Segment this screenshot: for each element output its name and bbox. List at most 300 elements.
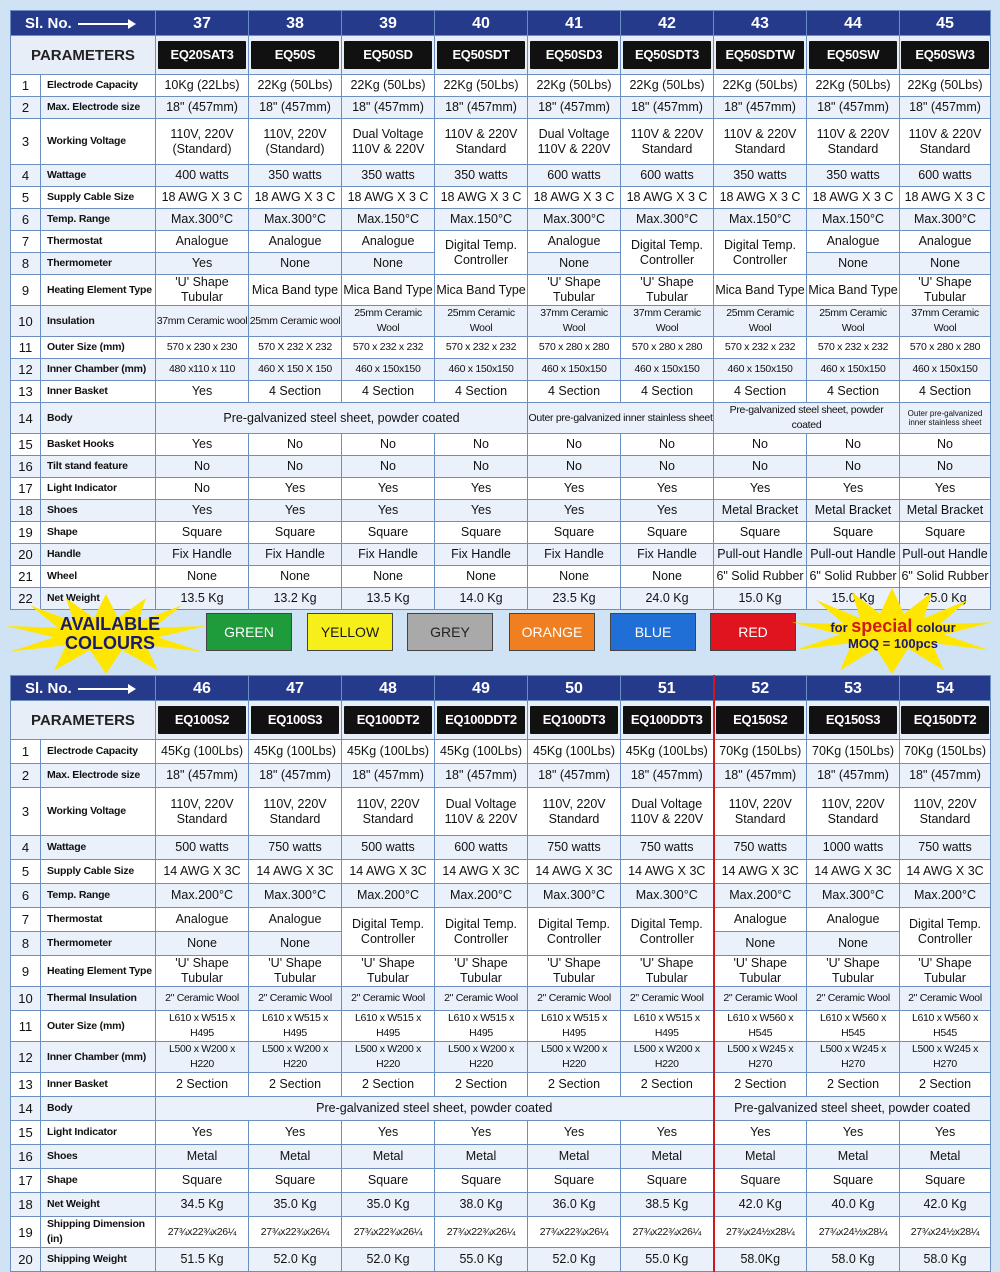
colour-swatch-yellow xyxy=(307,613,393,651)
value-cell: 110V, 220V Standard xyxy=(528,788,621,836)
value-cell: 750 watts xyxy=(528,836,621,860)
value-cell: 27¾x22¾x26¼ xyxy=(435,1217,528,1248)
row-number: 5 xyxy=(11,860,41,884)
value-cell: Digital Temp. Controller xyxy=(621,908,714,956)
value-cell: Yes xyxy=(156,1121,249,1145)
value-cell: Square xyxy=(435,1169,528,1193)
value-cell: 'U' Shape Tubular xyxy=(528,956,621,987)
value-cell: L610 x W560 x H545 xyxy=(900,1011,991,1042)
value-cell: None xyxy=(807,253,900,275)
value-cell: Metal xyxy=(528,1145,621,1169)
value-cell: Square xyxy=(528,522,621,544)
value-cell: Analogue xyxy=(342,231,435,253)
row-number: 8 xyxy=(11,932,41,956)
parameter-name: Body xyxy=(41,403,156,434)
serial-number: 44 xyxy=(807,11,900,36)
value-cell: Square xyxy=(900,522,991,544)
value-cell: L500 x W245 x H270 xyxy=(807,1042,900,1073)
value-cell: No xyxy=(435,456,528,478)
value-cell: Analogue xyxy=(900,231,991,253)
model-cell xyxy=(900,36,991,75)
value-cell: 600 watts xyxy=(621,165,714,187)
value-cell: Square xyxy=(714,522,807,544)
value-cell: L500 x W200 x H220 xyxy=(621,1042,714,1073)
value-cell: Square xyxy=(621,522,714,544)
table-row xyxy=(11,434,991,456)
value-cell: 570 x 280 x 280 xyxy=(528,337,621,359)
parameter-name: Shipping Dimension (in) xyxy=(41,1217,156,1248)
value-cell: L610 x W515 x H495 xyxy=(249,1011,342,1042)
serial-number: 53 xyxy=(807,676,900,701)
value-cell: 18 AWG X 3 C xyxy=(714,187,807,209)
value-cell: 'U' Shape Tubular xyxy=(621,956,714,987)
available-colours-line2: COLOURS xyxy=(65,633,155,653)
serial-number: 54 xyxy=(900,676,991,701)
table-row xyxy=(11,836,991,860)
serial-number: 41 xyxy=(528,11,621,36)
value-cell: Max.200°C xyxy=(156,884,249,908)
parameter-name: Supply Cable Size xyxy=(41,860,156,884)
body-cell: Pre-galvanized steel sheet, powder coated xyxy=(156,1097,714,1121)
row-number: 17 xyxy=(11,478,41,500)
row-number: 4 xyxy=(11,165,41,187)
value-cell: Yes xyxy=(435,478,528,500)
serial-number: 51 xyxy=(621,676,714,701)
value-cell: None xyxy=(249,253,342,275)
row-number: 20 xyxy=(11,1248,41,1272)
value-cell: Metal xyxy=(435,1145,528,1169)
serial-number: 46 xyxy=(156,676,249,701)
spec-table-2 xyxy=(10,675,991,1272)
serial-number: 43 xyxy=(714,11,807,36)
value-cell: 51.5 Kg xyxy=(156,1248,249,1272)
row-number: 3 xyxy=(11,788,41,836)
value-cell: 45Kg (100Lbs) xyxy=(528,740,621,764)
value-cell: 2 Section xyxy=(900,1073,991,1097)
value-cell: Max.300°C xyxy=(621,884,714,908)
value-cell: 18" (457mm) xyxy=(435,97,528,119)
value-cell: 18 AWG X 3 C xyxy=(156,187,249,209)
body-cell: Outer pre-galvanized inner stainless sheet xyxy=(528,403,714,434)
model-badge: EQ100DDT2 xyxy=(437,706,525,734)
value-cell: Max.150°C xyxy=(807,209,900,231)
value-cell: Yes xyxy=(342,478,435,500)
value-cell: 570 x 232 x 232 xyxy=(435,337,528,359)
table-row xyxy=(11,1248,991,1272)
model-cell xyxy=(714,701,807,740)
parameter-name: Body xyxy=(41,1097,156,1121)
value-cell: Max.300°C xyxy=(900,209,991,231)
value-cell: 13.5 Kg xyxy=(342,588,435,610)
value-cell: 22Kg (50Lbs) xyxy=(435,75,528,97)
table-row xyxy=(11,209,991,231)
table-row xyxy=(11,75,991,97)
parameter-name: Working Voltage xyxy=(41,119,156,165)
value-cell: 'U' Shape Tubular xyxy=(528,275,621,306)
value-cell: 18" (457mm) xyxy=(249,97,342,119)
value-cell: None xyxy=(342,566,435,588)
value-cell: Digital Temp. Controller xyxy=(714,231,807,275)
parameter-name: Max. Electrode size xyxy=(41,97,156,119)
parameter-name: Tilt stand feature xyxy=(41,456,156,478)
value-cell: Digital Temp. Controller xyxy=(621,231,714,275)
parameter-name: Net Weight xyxy=(41,588,156,610)
value-cell: 110V & 220V Standard xyxy=(714,119,807,165)
colour-swatch-grey xyxy=(407,613,493,651)
model-badge: EQ50S xyxy=(251,41,339,69)
row-number: 16 xyxy=(11,1145,41,1169)
row-number: 7 xyxy=(11,231,41,253)
row-number: 19 xyxy=(11,1217,41,1248)
model-cell xyxy=(714,36,807,75)
value-cell: 6" Solid Rubber xyxy=(900,566,991,588)
value-cell: No xyxy=(249,456,342,478)
value-cell: Max.200°C xyxy=(435,884,528,908)
parameter-name: Thermometer xyxy=(41,253,156,275)
body-cell: Outer pre-galvanized inner stainless sheet xyxy=(900,403,991,434)
value-cell: 27¾x22¾x26¼ xyxy=(528,1217,621,1248)
value-cell: 480 x110 x 110 xyxy=(156,359,249,381)
value-cell: Yes xyxy=(807,1121,900,1145)
value-cell: Yes xyxy=(249,478,342,500)
value-cell: None xyxy=(156,932,249,956)
model-cell xyxy=(621,36,714,75)
value-cell: Square xyxy=(621,1169,714,1193)
row-number: 14 xyxy=(11,1097,41,1121)
value-cell: 18" (457mm) xyxy=(342,97,435,119)
value-cell: L500 x W200 x H220 xyxy=(342,1042,435,1073)
value-cell: No xyxy=(156,456,249,478)
value-cell: Metal xyxy=(900,1145,991,1169)
parameter-name: Temp. Range xyxy=(41,209,156,231)
parameter-name: Inner Basket xyxy=(41,1073,156,1097)
value-cell: 350 watts xyxy=(342,165,435,187)
value-cell: 2" Ceramic Wool xyxy=(249,987,342,1011)
value-cell: 45Kg (100Lbs) xyxy=(342,740,435,764)
value-cell: 400 watts xyxy=(156,165,249,187)
serial-number: 49 xyxy=(435,676,528,701)
table-row xyxy=(11,275,991,306)
value-cell: 14 AWG X 3C xyxy=(249,860,342,884)
model-cell xyxy=(156,36,249,75)
value-cell: 460 x 150x150 xyxy=(342,359,435,381)
row-number: 12 xyxy=(11,1042,41,1073)
value-cell: Square xyxy=(156,1169,249,1193)
value-cell: 2" Ceramic Wool xyxy=(342,987,435,1011)
value-cell: 570 x 230 x 230 xyxy=(156,337,249,359)
value-cell: 25mm Ceramic wool xyxy=(249,306,342,337)
value-cell: Analogue xyxy=(156,231,249,253)
row-number: 10 xyxy=(11,987,41,1011)
value-cell: 1000 watts xyxy=(807,836,900,860)
value-cell: 'U' Shape Tubular xyxy=(156,956,249,987)
special-word-text: special xyxy=(851,616,913,636)
row-number: 10 xyxy=(11,306,41,337)
row-number: 22 xyxy=(11,588,41,610)
table-row xyxy=(11,544,991,566)
value-cell: 750 watts xyxy=(249,836,342,860)
sl-no-row xyxy=(11,11,991,36)
value-cell: Metal xyxy=(714,1145,807,1169)
value-cell: 110V, 220V Standard xyxy=(714,788,807,836)
value-cell: 22Kg (50Lbs) xyxy=(900,75,991,97)
row-number: 17 xyxy=(11,1169,41,1193)
row-number: 12 xyxy=(11,359,41,381)
model-cell xyxy=(435,701,528,740)
value-cell: Max.300°C xyxy=(249,884,342,908)
value-cell: 350 watts xyxy=(435,165,528,187)
parameter-name: Thermostat xyxy=(41,231,156,253)
value-cell: Analogue xyxy=(714,908,807,932)
table-row xyxy=(11,1193,991,1217)
parameter-name: Supply Cable Size xyxy=(41,187,156,209)
value-cell: 570 x 232 x 232 xyxy=(807,337,900,359)
value-cell: No xyxy=(714,456,807,478)
value-cell: 14 AWG X 3C xyxy=(435,860,528,884)
value-cell: Yes xyxy=(156,434,249,456)
value-cell: 18 AWG X 3 C xyxy=(249,187,342,209)
value-cell: 'U' Shape Tubular xyxy=(714,956,807,987)
table-row xyxy=(11,522,991,544)
value-cell: No xyxy=(621,434,714,456)
value-cell: None xyxy=(621,566,714,588)
parameter-name: Heating Element Type xyxy=(41,275,156,306)
table-row xyxy=(11,381,991,403)
value-cell: 18 AWG X 3 C xyxy=(435,187,528,209)
value-cell: None xyxy=(900,253,991,275)
model-badge: EQ20SAT3 xyxy=(158,41,246,69)
value-cell: No xyxy=(621,456,714,478)
table-row xyxy=(11,231,991,253)
value-cell: Metal Bracket xyxy=(900,500,991,522)
value-cell: No xyxy=(435,434,528,456)
row-number: 13 xyxy=(11,381,41,403)
colour-swatch-blue xyxy=(610,613,696,651)
value-cell: Digital Temp. Controller xyxy=(435,908,528,956)
value-cell: 18" (457mm) xyxy=(156,764,249,788)
value-cell: 27¾x22¾x26¼ xyxy=(342,1217,435,1248)
table-row xyxy=(11,908,991,932)
value-cell: No xyxy=(249,434,342,456)
row-number: 5 xyxy=(11,187,41,209)
parameter-name: Heating Element Type xyxy=(41,956,156,987)
parameter-name: Electrode Capacity xyxy=(41,75,156,97)
value-cell: 35.0 Kg xyxy=(342,1193,435,1217)
serial-number: 40 xyxy=(435,11,528,36)
value-cell: Square xyxy=(342,522,435,544)
value-cell: 27¾x24½x28¼ xyxy=(807,1217,900,1248)
value-cell: L610 x W515 x H495 xyxy=(621,1011,714,1042)
value-cell: L610 x W515 x H495 xyxy=(435,1011,528,1042)
value-cell: Max.300°C xyxy=(528,209,621,231)
model-badge: EQ50SDT xyxy=(437,41,525,69)
parameter-name: Wattage xyxy=(41,165,156,187)
value-cell: 45Kg (100Lbs) xyxy=(435,740,528,764)
value-cell: 2" Ceramic Wool xyxy=(900,987,991,1011)
table-row xyxy=(11,1121,991,1145)
model-badge: EQ50SD3 xyxy=(530,41,618,69)
parameters-label: PARAMETERS xyxy=(11,36,156,75)
value-cell: 18" (457mm) xyxy=(621,764,714,788)
value-cell: 14 AWG X 3C xyxy=(900,860,991,884)
value-cell: Max.300°C xyxy=(249,209,342,231)
value-cell: Max.300°C xyxy=(621,209,714,231)
value-cell: 110V, 220V Standard xyxy=(249,788,342,836)
model-cell xyxy=(435,36,528,75)
value-cell: 22Kg (50Lbs) xyxy=(528,75,621,97)
value-cell: 'U' Shape Tubular xyxy=(249,956,342,987)
model-cell xyxy=(156,701,249,740)
row-number: 11 xyxy=(11,337,41,359)
colour-swatch-green xyxy=(206,613,292,651)
value-cell: L500 x W200 x H220 xyxy=(249,1042,342,1073)
body-cell: Pre-galvanized steel sheet, powder coated xyxy=(714,1097,991,1121)
value-cell: Yes xyxy=(156,381,249,403)
sl-no-text: Sl. No. xyxy=(25,679,72,697)
value-cell: 570 x 280 x 280 xyxy=(621,337,714,359)
value-cell: Dual Voltage 110V & 220V xyxy=(621,788,714,836)
value-cell: Max.150°C xyxy=(342,209,435,231)
value-cell: Metal xyxy=(342,1145,435,1169)
value-cell: 2 Section xyxy=(249,1073,342,1097)
value-cell: Metal xyxy=(807,1145,900,1169)
value-cell: Analogue xyxy=(528,231,621,253)
value-cell: None xyxy=(528,566,621,588)
value-cell: No xyxy=(807,456,900,478)
value-cell: 460 x 150x150 xyxy=(714,359,807,381)
value-cell: 18" (457mm) xyxy=(900,97,991,119)
value-cell: 110V, 220V Standard xyxy=(807,788,900,836)
value-cell: 58.0Kg xyxy=(714,1248,807,1272)
value-cell: 14 AWG X 3C xyxy=(528,860,621,884)
value-cell: 36.0 Kg xyxy=(528,1193,621,1217)
parameter-name: Light Indicator xyxy=(41,478,156,500)
value-cell: None xyxy=(342,253,435,275)
value-cell: Max.200°C xyxy=(900,884,991,908)
value-cell: 18" (457mm) xyxy=(807,764,900,788)
sl-no-label xyxy=(11,676,156,701)
model-cell xyxy=(807,36,900,75)
value-cell: Square xyxy=(528,1169,621,1193)
value-cell: L500 x W245 x H270 xyxy=(714,1042,807,1073)
table-row xyxy=(11,884,991,908)
value-cell: Yes xyxy=(249,1121,342,1145)
value-cell: 4 Section xyxy=(621,381,714,403)
row-number: 8 xyxy=(11,253,41,275)
value-cell: Yes xyxy=(621,1121,714,1145)
value-cell: 58.0 Kg xyxy=(900,1248,991,1272)
model-badge: EQ50SDTW xyxy=(716,41,804,69)
value-cell: 15.0 Kg xyxy=(714,588,807,610)
value-cell: 460 x 150x150 xyxy=(435,359,528,381)
value-cell: Analogue xyxy=(807,231,900,253)
value-cell: 18 AWG X 3 C xyxy=(528,187,621,209)
model-cell xyxy=(900,701,991,740)
value-cell: 750 watts xyxy=(900,836,991,860)
value-cell: 14 AWG X 3C xyxy=(621,860,714,884)
value-cell: 18" (457mm) xyxy=(249,764,342,788)
model-cell xyxy=(249,701,342,740)
row-number: 9 xyxy=(11,956,41,987)
value-cell: 600 watts xyxy=(435,836,528,860)
value-cell: Yes xyxy=(435,500,528,522)
value-cell: L500 x W245 x H270 xyxy=(900,1042,991,1073)
model-cell xyxy=(621,701,714,740)
value-cell: 52.0 Kg xyxy=(528,1248,621,1272)
value-cell: 460 x 150x150 xyxy=(807,359,900,381)
value-cell: None xyxy=(807,932,900,956)
value-cell: 2" Ceramic Wool xyxy=(621,987,714,1011)
parameter-name: Handle xyxy=(41,544,156,566)
value-cell: Square xyxy=(714,1169,807,1193)
parameter-name: Max. Electrode size xyxy=(41,764,156,788)
parameter-name: Working Voltage xyxy=(41,788,156,836)
value-cell: 25mm Ceramic Wool xyxy=(807,306,900,337)
table-row xyxy=(11,956,991,987)
colour-name: RED xyxy=(738,624,768,640)
table-row xyxy=(11,1217,991,1248)
value-cell: No xyxy=(528,434,621,456)
value-cell: 52.0 Kg xyxy=(249,1248,342,1272)
model-cell xyxy=(528,701,621,740)
value-cell: Metal xyxy=(621,1145,714,1169)
value-cell: 2" Ceramic Wool xyxy=(435,987,528,1011)
sl-no-row xyxy=(11,676,991,701)
model-badge: EQ100DT2 xyxy=(344,706,432,734)
value-cell: Yes xyxy=(342,1121,435,1145)
value-cell: 2 Section xyxy=(156,1073,249,1097)
value-cell: 18" (457mm) xyxy=(621,97,714,119)
value-cell: 42.0 Kg xyxy=(900,1193,991,1217)
value-cell: 18" (457mm) xyxy=(528,764,621,788)
value-cell: 110V, 220V Standard xyxy=(900,788,991,836)
table-row xyxy=(11,97,991,119)
value-cell: 2" Ceramic Wool xyxy=(807,987,900,1011)
value-cell: 52.0 Kg xyxy=(342,1248,435,1272)
value-cell: 22Kg (50Lbs) xyxy=(621,75,714,97)
value-cell: 2" Ceramic Wool xyxy=(714,987,807,1011)
value-cell: L610 x W515 x H495 xyxy=(342,1011,435,1042)
value-cell: Metal xyxy=(249,1145,342,1169)
value-cell: Fix Handle xyxy=(249,544,342,566)
value-cell: Yes xyxy=(528,478,621,500)
value-cell: 570 x 232 x 232 xyxy=(714,337,807,359)
parameter-name: Insulation xyxy=(41,306,156,337)
row-number: 3 xyxy=(11,119,41,165)
value-cell: Yes xyxy=(249,500,342,522)
value-cell: 37mm Ceramic wool xyxy=(156,306,249,337)
value-cell: No xyxy=(900,434,991,456)
table-row xyxy=(11,119,991,165)
value-cell: 110V & 220V Standard xyxy=(900,119,991,165)
value-cell: 4 Section xyxy=(342,381,435,403)
value-cell: Digital Temp. Controller xyxy=(342,908,435,956)
parameter-name: Shipping Weight xyxy=(41,1248,156,1272)
value-cell: 600 watts xyxy=(528,165,621,187)
row-number: 6 xyxy=(11,884,41,908)
value-cell: 45Kg (100Lbs) xyxy=(621,740,714,764)
model-cell xyxy=(807,701,900,740)
value-cell: 4 Section xyxy=(714,381,807,403)
value-cell: No xyxy=(714,434,807,456)
value-cell: L500 x W200 x H220 xyxy=(435,1042,528,1073)
model-cell xyxy=(528,36,621,75)
value-cell: 2" Ceramic Wool xyxy=(156,987,249,1011)
sl-no-label xyxy=(11,11,156,36)
available-colours-title xyxy=(40,615,180,653)
colour-swatch-orange xyxy=(509,613,595,651)
value-cell: Analogue xyxy=(156,908,249,932)
